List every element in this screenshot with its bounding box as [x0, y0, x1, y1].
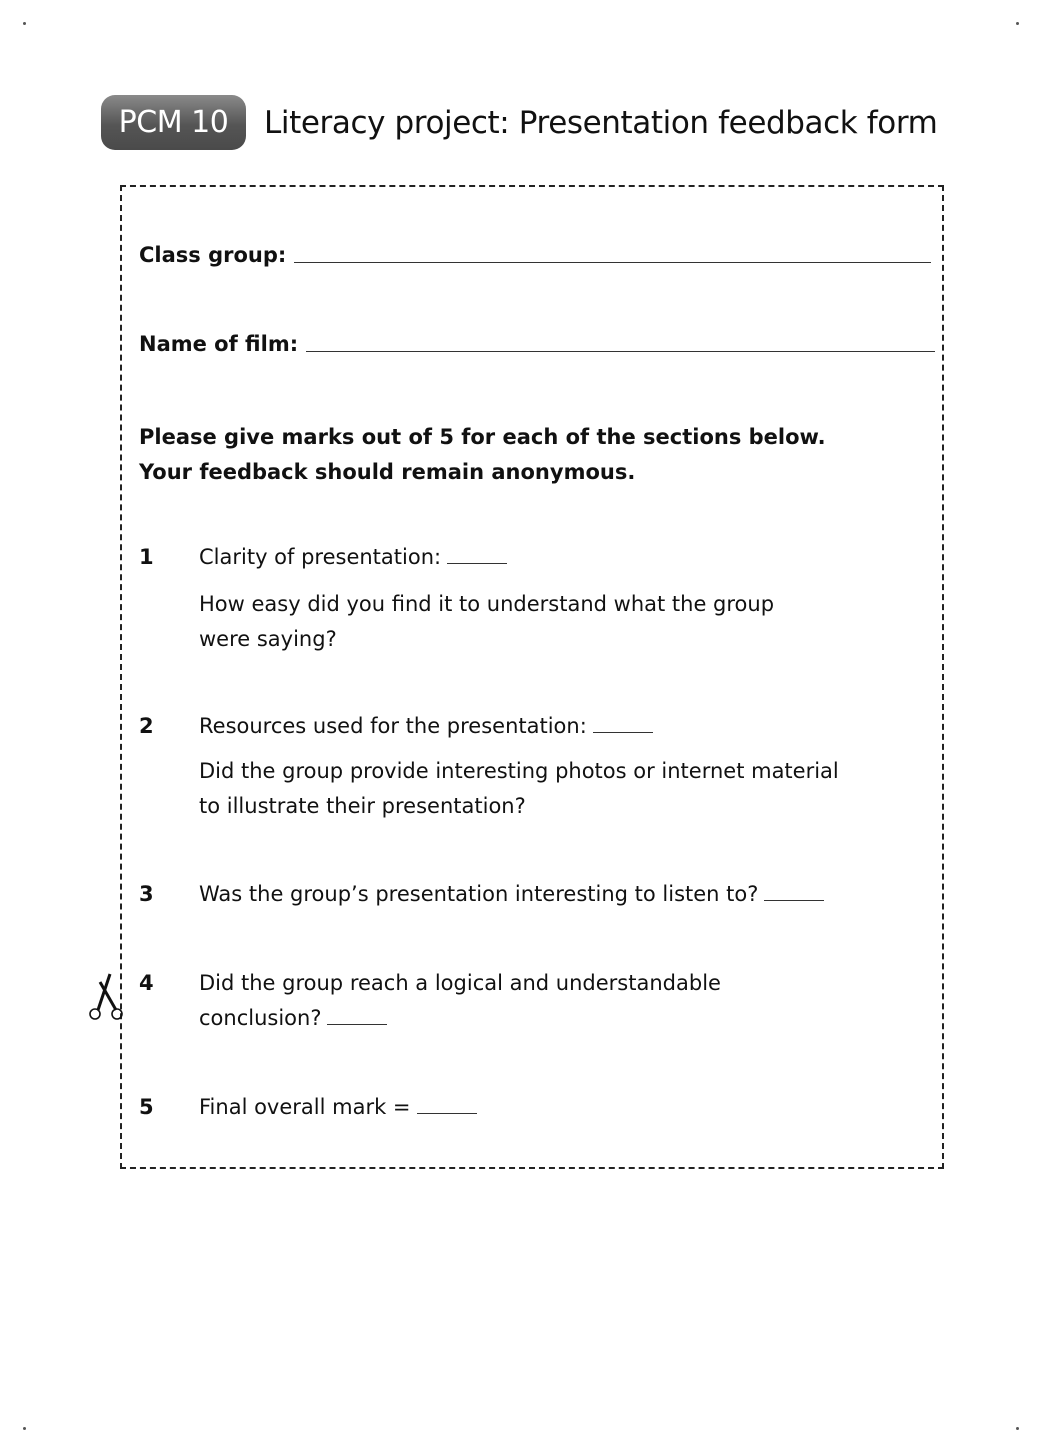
item-question: Final overall mark = — [199, 1095, 477, 1119]
mark-blank[interactable] — [593, 731, 653, 733]
film-name-field[interactable] — [139, 332, 935, 356]
crop-mark-bottom-right — [1016, 1427, 1019, 1430]
item-number: 3 — [139, 882, 154, 906]
class-group-label: Class group: — [139, 243, 287, 267]
class-group-line[interactable] — [294, 261, 931, 263]
mark-blank[interactable] — [447, 562, 507, 564]
crop-mark-bottom-left — [23, 1427, 26, 1430]
scissors-icon — [86, 966, 126, 1026]
item-number: 2 — [139, 714, 154, 738]
item-question: Did the group reach a logical and understandable — [199, 971, 721, 995]
film-name-line[interactable] — [306, 350, 935, 352]
mark-blank[interactable] — [764, 899, 824, 901]
item-question: Resources used for the presentation: — [199, 714, 653, 738]
item-description: How easy did you find it to understand what the group were saying? — [199, 592, 775, 651]
item-question-continued: conclusion? — [199, 1006, 387, 1030]
mark-blank[interactable] — [327, 1023, 387, 1025]
crop-mark-top-right — [1016, 22, 1019, 25]
film-name-label: Name of film: — [139, 332, 299, 356]
instructions-line-1: Please give marks out of 5 for each of the sections below. — [139, 425, 826, 449]
page-title: Literacy project: Presentation feedback form — [264, 104, 938, 141]
item-question: Was the group’s presentation interesting to listen to? — [199, 882, 824, 906]
crop-mark-top-left — [23, 22, 26, 25]
item-number: 1 — [139, 545, 154, 569]
page-header — [101, 95, 937, 150]
class-group-field[interactable] — [139, 243, 931, 267]
pcm-badge: PCM 10 — [101, 95, 246, 150]
instructions-line-2: Your feedback should remain anonymous. — [139, 460, 636, 484]
item-number: 5 — [139, 1095, 154, 1119]
instructions — [139, 420, 826, 490]
item-question: Clarity of presentation: — [199, 545, 507, 569]
mark-blank[interactable] — [417, 1112, 477, 1114]
item-description: Did the group provide interesting photos or internet material to illustrate their presentation? — [199, 759, 839, 818]
item-number: 4 — [139, 971, 154, 995]
